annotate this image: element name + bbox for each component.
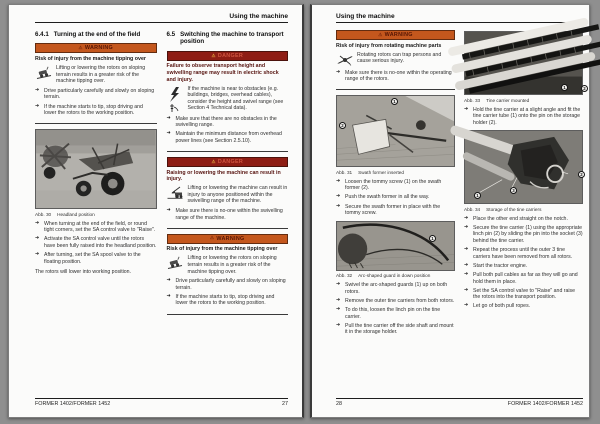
danger-box-lowering [167, 157, 289, 229]
step-text: Place the other end straight on the notch. [473, 215, 568, 222]
figure-32 [336, 221, 455, 279]
step-text: Make sure there is no-one within the swivelling range of the machine. [175, 208, 283, 221]
page-28-footer [336, 398, 583, 408]
arrow-bullet-icon: ➜ [35, 236, 40, 242]
section-65-heading [167, 31, 289, 46]
arrow-bullet-icon: ➜ [336, 203, 341, 209]
callout-badge: 1 [391, 98, 398, 105]
warning-label: WARNING [216, 235, 245, 242]
rotating-rotor-icon [336, 52, 353, 67]
instruction-step [167, 208, 289, 221]
photo-tine-carrier-mounted [464, 31, 586, 95]
instruction-step [35, 221, 157, 234]
step-text: If the machine starts to tip, stop driving and lower the rotors to the working position. [175, 293, 275, 307]
step-text: When turning at the end of the field, or round tight corners, set the SA control valve to "Raise". [44, 220, 156, 234]
page-27-content [35, 13, 288, 391]
step-text: Loosen the tommy screw (1) on the swath former (2). [345, 178, 442, 192]
machine-lowering-icon [167, 185, 184, 205]
step-text: Push the swath former in all the way. [345, 194, 430, 201]
figure-30-label: Abb. 30 [35, 211, 52, 217]
warning-triangle-icon: ⚠ [378, 31, 383, 37]
arrow-bullet-icon: ➜ [166, 293, 171, 299]
arrow-bullet-icon: ➜ [35, 87, 40, 93]
callout-badge: 2 [578, 171, 585, 178]
danger-bar [167, 51, 289, 61]
instruction-step [464, 288, 583, 301]
arrow-bullet-icon: ➜ [336, 297, 341, 303]
warning-box-rotating [336, 30, 455, 90]
arrow-bullet-icon: ➜ [166, 115, 171, 121]
figure-32-label: Abb. 32 [336, 273, 353, 279]
page-27-running-header: Using the machine [35, 13, 288, 23]
section-641-number: 6.4.1 [35, 31, 49, 38]
figure-30-caption: Headland position [57, 211, 95, 217]
warning-box-tipping-1 [35, 43, 157, 124]
step-text: Pull the tine carrier off the side shaft and mount it in the storage holder. [345, 322, 454, 336]
section-65-title: Switching the machine to transport position [180, 31, 284, 46]
instruction-step [35, 88, 157, 101]
callout-badge: 2 [339, 122, 346, 129]
danger-note: If the machine is near to obstacles (e.g. buildings, bridges, overhead cables), consider the height and swivel range (see Section 4 Technical data). [187, 85, 284, 112]
step-text: Drive particularly carefully and slowly on sloping terrain. [44, 87, 155, 101]
step-text: To do this, loosen the linch pin on the tine carrier. [345, 307, 441, 320]
step-text: Pull both pull cables as far as they will go and hold them in place. [473, 271, 578, 285]
arrow-bullet-icon: ➜ [464, 271, 469, 277]
instruction-step [336, 298, 455, 305]
step-text: Secure the tine carrier (1) using the appropriate linch pin (2) by sliding the pin into the socket (3) behind the tine carrier. [473, 224, 583, 245]
figure-34-caption: Storage of the tine carriers [486, 206, 542, 212]
callout-badge: 3 [510, 187, 517, 194]
instruction-step [35, 252, 157, 265]
step-text: Secure the swath former in place with the tommy screw. [345, 203, 441, 217]
danger-label: DANGER [217, 159, 244, 166]
photo-arc-guard [336, 221, 455, 271]
instruction-step [336, 70, 455, 83]
danger-bar [167, 157, 289, 167]
warning-note: Rotating rotors can trap persons and cause serious injury. [357, 51, 442, 65]
warning-note: Lifting or lowering the rotors on sloping terrain results in a greater risk of the machine tipping over. [56, 65, 146, 85]
instruction-step [464, 247, 583, 260]
tipping-machine-icon [35, 65, 52, 85]
arrow-bullet-icon: ➜ [336, 178, 341, 184]
page-28-running-header: Using the machine [336, 13, 583, 23]
step-text: After turning, set the SA spool valve to the floating position. [44, 252, 141, 265]
page-28-column-1 [336, 30, 455, 338]
warning-bar [167, 234, 289, 244]
instruction-step [35, 236, 157, 249]
callout-badge: 1 [429, 235, 436, 242]
step-text: Let go of both pull ropes. [473, 303, 531, 310]
figure-32-caption: Arc-shaped guard in down position [358, 273, 431, 279]
step-text: Make sure there is no-one within the operating range of the rotors. [345, 69, 452, 83]
callout-badge: 2 [581, 85, 588, 92]
instruction-step [167, 116, 289, 129]
instruction-step [35, 104, 157, 117]
arrow-bullet-icon: ➜ [336, 194, 341, 200]
photo-tine-carrier-storage [464, 130, 583, 204]
callout-badge: 1 [474, 192, 481, 199]
figure-33 [464, 31, 586, 103]
figure-34-label: Abb. 34 [464, 206, 481, 212]
page-number: 27 [282, 401, 288, 407]
warning-triangle-icon: ⚠ [78, 45, 83, 51]
warning-bar [336, 30, 455, 40]
footer-model: FORMER 1402/FORMER 1452 [507, 401, 583, 407]
instruction-step [336, 323, 455, 336]
page-27-column-1 [35, 30, 157, 280]
warning-box-tipping-2 [167, 234, 289, 315]
tipping-machine-icon [167, 255, 184, 275]
closing-note: The rotors will lower into working position. [35, 269, 132, 276]
page-27-column-2 [167, 30, 289, 320]
manual-page-27 [8, 4, 304, 418]
arrow-bullet-icon: ➜ [464, 262, 469, 268]
arrow-bullet-icon: ➜ [166, 131, 171, 137]
instruction-step [464, 263, 583, 270]
step-text: Maintain the minimum distance from overhead power lines (see Section 2.5.10). [175, 131, 282, 144]
figure-31 [336, 95, 455, 175]
arrow-bullet-icon: ➜ [336, 69, 341, 75]
danger-label: DANGER [217, 52, 244, 59]
figure-34 [464, 130, 583, 212]
callout-badge: 1 [561, 84, 568, 91]
arrow-bullet-icon: ➜ [464, 106, 469, 112]
page-27-footer [35, 398, 288, 408]
manual-page-28 [310, 4, 590, 418]
arrow-bullet-icon: ➜ [464, 215, 469, 221]
section-65-number: 6.5 [166, 31, 176, 38]
warning-bar [35, 43, 157, 53]
instruction-step [167, 131, 289, 144]
arrow-bullet-icon: ➜ [35, 252, 40, 258]
page-number: 28 [336, 401, 342, 407]
instruction-step [336, 179, 455, 192]
warning-lead: Risk of injury from the machine tipping over [166, 246, 278, 253]
page-28-content [336, 13, 586, 391]
electric-shock-icon [167, 86, 184, 113]
warning-lead: Risk of injury from rotating machine parts [336, 42, 442, 49]
instruction-step [464, 225, 583, 245]
warning-label: WARNING [84, 45, 114, 52]
instruction-step [464, 303, 583, 310]
step-text: Activate the SA control valve until the rotors have been fully raised into the headland position. [44, 236, 157, 249]
instruction-step [336, 204, 455, 217]
warning-triangle-icon: ⚠ [211, 158, 216, 164]
arrow-bullet-icon: ➜ [35, 220, 40, 226]
arrow-bullet-icon: ➜ [166, 208, 171, 214]
photo-headland-position [35, 129, 157, 209]
figure-33-caption: Tine carrier mounted [486, 97, 530, 103]
arrow-bullet-icon: ➜ [336, 307, 341, 313]
arrow-bullet-icon: ➜ [336, 282, 341, 288]
instruction-step [336, 194, 455, 201]
instruction-step [167, 278, 289, 291]
instruction-step [464, 216, 583, 223]
step-text: Swivel the arc-shaped guards (1) up on both rotors. [345, 282, 448, 295]
arrow-bullet-icon: ➜ [35, 103, 40, 109]
danger-lead: Raising or lowering the machine can result in injury. [166, 169, 281, 183]
step-text: Repeat the process until the outer 3 tine carriers have been removed from all rotors. [473, 247, 573, 260]
footer-model: FORMER 1402/FORMER 1452 [35, 401, 111, 407]
step-text: Set the SA control valve to "Raise" and raise the rotors into the transport position. [473, 287, 576, 301]
instruction-step [464, 107, 583, 127]
step-text: If the machine starts to tip, stop driving and lower the rotors to the working position. [44, 103, 143, 117]
arrow-bullet-icon: ➜ [464, 287, 469, 293]
danger-lead: Failure to observe transport height and swivelling range may result in electric shock and injury. [166, 63, 279, 83]
step-text: Hold the tine carrier at a slight angle and fit the tine carrier tube (1) onto the pin on the storage holder (2). [473, 106, 581, 126]
warning-triangle-icon: ⚠ [209, 235, 215, 241]
page-28-column-2 [464, 30, 586, 312]
danger-box-electric [167, 51, 289, 152]
figure-30 [35, 129, 157, 217]
figure-31-label: Abb. 31 [336, 169, 353, 175]
instruction-step [464, 272, 583, 285]
warning-label: WARNING [384, 32, 413, 38]
arrow-bullet-icon: ➜ [464, 303, 469, 309]
step-text: Start the tractor engine. [473, 262, 528, 269]
photo-swath-former [336, 95, 455, 167]
instruction-step [336, 307, 455, 320]
figure-33-label: Abb. 33 [464, 97, 481, 103]
step-text: Drive particularly carefully and slowly on sloping terrain. [175, 278, 286, 291]
danger-note: Lifting or lowering the machine can result in injury to anyone positioned within the swivelling range of the machine. [187, 185, 288, 205]
warning-note: Lifting or lowering the rotors on sloping terrain results in a greater risk of the machine tipping over. [187, 255, 277, 275]
instruction-step [167, 294, 289, 307]
arrow-bullet-icon: ➜ [336, 322, 341, 328]
instruction-step [336, 282, 455, 295]
arrow-bullet-icon: ➜ [166, 278, 171, 284]
step-text: Remove the outer tine carriers from both rotors. [345, 297, 455, 304]
warning-lead: Risk of injury from the machine tipping over [35, 55, 146, 62]
arrow-bullet-icon: ➜ [464, 224, 469, 230]
step-text: Make sure that there are no obstacles in the swivelling range. [175, 115, 277, 129]
arrow-bullet-icon: ➜ [464, 247, 469, 253]
warning-triangle-icon: ⚠ [211, 52, 216, 58]
figure-31-caption: Swath former inserted [358, 169, 405, 175]
section-641-title: Turning at the end of the field [53, 31, 141, 38]
section-641-heading [35, 31, 157, 38]
